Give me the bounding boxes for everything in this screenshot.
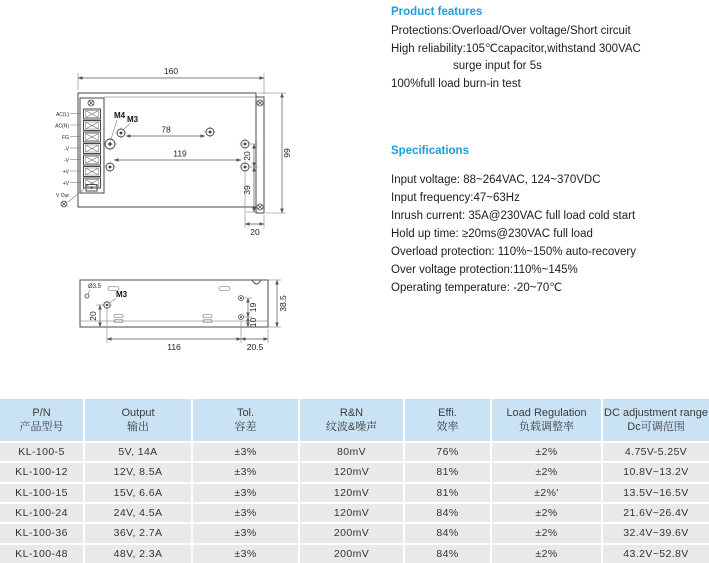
terminal-label-fg: FG: [62, 135, 69, 141]
mounting-hole: [239, 138, 251, 150]
cell-load-regulation: ±2%: [492, 504, 601, 522]
cell-tolerance: ±3%: [193, 443, 298, 461]
col-header-tolerance: [193, 399, 298, 441]
dim-side-right-lower: [248, 317, 258, 327]
cell-pn: KL-100-24: [0, 504, 83, 522]
dim-hole-pitch-lower: [114, 149, 241, 161]
cell-efficiency: 76%: [405, 443, 490, 461]
terminal-label-negv2: -V: [64, 158, 69, 164]
col-header-pn: [0, 399, 83, 441]
col-header-en: Load Regulation: [506, 406, 587, 419]
col-header-en: DC adjustment range: [604, 406, 708, 419]
cell-ripple: 80mV: [300, 443, 403, 461]
spec-line: Input frequency:47~63Hz: [391, 192, 520, 204]
cell-ripple: 120mV: [300, 463, 403, 481]
specifications-section: [391, 145, 708, 297]
cell-output: 36V, 2.7A: [85, 524, 191, 542]
terminal-strip: [80, 98, 104, 193]
col-header-zh: 容差: [234, 421, 257, 433]
terminal-label-acn: AC(N): [55, 123, 69, 130]
feature-line: High reliability:105℃capacitor,withstand 300VAC: [391, 42, 641, 55]
col-header-en: R&N: [339, 406, 364, 419]
col-header-zh: 产品型号: [19, 421, 64, 433]
dia-hole: [85, 294, 89, 298]
cell-tolerance: ±3%: [193, 504, 298, 522]
svg-text:10: 10: [248, 317, 258, 328]
cell-pn: KL-100-36: [0, 524, 83, 542]
specifications-title: Specifications: [391, 145, 469, 157]
cell-tolerance: ±3%: [193, 545, 298, 563]
feature-line: Protections:Overload/Over voltage/Short circuit: [391, 25, 631, 37]
pot-label: V Out: [56, 193, 69, 199]
top-view-drawing: [55, 66, 292, 237]
svg-text:19: 19: [248, 302, 258, 313]
vout-pot-screw: [61, 201, 67, 207]
col-header-zh: Dc可调范围: [627, 421, 685, 433]
svg-text:20: 20: [242, 151, 252, 161]
cell-dc-range: 43.2V~52.8V: [603, 545, 709, 563]
col-header-zh: 负载调整率: [519, 421, 574, 433]
cell-ripple: 200mV: [300, 524, 403, 542]
model-spec-table: [0, 399, 709, 563]
mounting-hole: [239, 161, 251, 173]
col-header-output: [85, 399, 191, 441]
dim-overall-depth: [258, 93, 292, 213]
screw-size-m3-label: M3: [127, 115, 139, 124]
cell-ripple: 120mV: [300, 484, 403, 502]
svg-text:20.5: 20.5: [246, 342, 264, 352]
flange-screw-bottom: [257, 204, 263, 210]
col-header-en: Effi.: [438, 406, 457, 419]
terminal-label-negv1: -V: [64, 146, 69, 153]
cell-output: 24V, 4.5A: [85, 504, 191, 522]
feature-line: 100%full load burn-in test: [391, 77, 521, 90]
cell-output: 12V, 8.5A: [85, 463, 191, 481]
terminal-label-posv1: +V: [62, 169, 69, 176]
cell-efficiency: 81%: [405, 463, 490, 481]
cell-dc-range: 4.75V-5.25V: [603, 443, 709, 461]
svg-text:99: 99: [282, 148, 292, 158]
mounting-hole: [204, 126, 216, 138]
col-header-ripple-noise: [300, 399, 403, 441]
svg-text:116: 116: [167, 342, 181, 352]
svg-text:20: 20: [88, 311, 98, 321]
dim-side-height: [268, 280, 288, 327]
spec-line: Hold up time: ≥20ms@230VAC full load: [391, 228, 593, 240]
col-header-zh: 输出: [127, 421, 149, 433]
cell-load-regulation: ±2%': [492, 484, 601, 502]
cell-ripple: 200mV: [300, 545, 403, 563]
col-header-en: Output: [121, 406, 155, 419]
cell-efficiency: 84%: [405, 524, 490, 542]
cell-pn: KL-100-15: [0, 484, 83, 502]
cell-efficiency: 84%: [405, 545, 490, 563]
side-view-drawing: [80, 280, 288, 352]
small-hole: [239, 296, 244, 301]
cell-load-regulation: ±2%: [492, 545, 601, 563]
feature-line: surge input for 5s: [453, 60, 542, 72]
terminal-label-acl: AC(L): [55, 112, 69, 118]
spec-line: Input voltage: 88~264VAC, 124~370VDC: [391, 174, 601, 186]
flange-screw-top: [257, 100, 263, 106]
cell-dc-range: 32.4V~39.6V: [603, 524, 709, 542]
spec-line: Operating temperature: -20~70℃: [391, 282, 563, 294]
dim-overall-width: [78, 66, 264, 94]
cell-load-regulation: ±2%: [492, 443, 601, 461]
screw-size-m3-label-side: M3: [116, 290, 128, 299]
spec-line: Inrush current: 35A@230VAC full load cold start: [391, 210, 636, 222]
svg-text:78: 78: [161, 124, 171, 135]
col-header-dc-adjustment-range: [603, 399, 709, 441]
product-features-title: Product features: [391, 6, 483, 18]
cell-output: 48V, 2.3A: [85, 545, 191, 563]
cell-tolerance: ±3%: [193, 463, 298, 481]
hole-diameter-label: Ø3.5: [88, 284, 102, 290]
svg-text:20: 20: [250, 227, 260, 237]
col-header-load-regulation: [492, 399, 601, 441]
col-header-efficiency: [405, 399, 490, 441]
cell-tolerance: ±3%: [193, 524, 298, 542]
svg-text:38.5: 38.5: [278, 295, 288, 312]
svg-text:119: 119: [173, 148, 187, 159]
cell-load-regulation: ±2%: [492, 463, 601, 481]
cell-efficiency: 81%: [405, 484, 490, 502]
dimension-drawings: [0, 0, 390, 395]
dim-side-left: [88, 305, 104, 327]
col-header-zh: 纹波&噪声: [325, 421, 378, 433]
dim-side-right-upper: [244, 298, 258, 317]
cell-efficiency: 84%: [405, 504, 490, 522]
svg-text:39: 39: [242, 185, 252, 195]
mounting-hole: [104, 161, 116, 173]
col-header-en: Tol.: [236, 406, 255, 419]
cell-ripple: 120mV: [300, 504, 403, 522]
screw-size-m4-label: M4: [114, 111, 126, 120]
col-header-zh: 效率: [436, 421, 459, 433]
spec-line: Over voltage protection:110%~145%: [391, 264, 578, 276]
cell-pn: KL-100-12: [0, 463, 83, 481]
cell-output: 5V, 14A: [85, 443, 191, 461]
cell-dc-range: 13.5V~16.5V: [603, 484, 709, 502]
small-hole: [239, 315, 244, 320]
dim-side-bottom-main: [107, 309, 268, 352]
spec-line: Overload protection: 110%~150% auto-recovery: [391, 246, 636, 258]
cell-dc-range: 10.8V~13.2V: [603, 463, 709, 481]
terminal-label-posv2: +V: [62, 181, 69, 187]
cell-output: 15V, 6.6A: [85, 484, 191, 502]
cell-pn: KL-100-48: [0, 545, 83, 563]
cell-pn: KL-100-5: [0, 443, 83, 461]
product-features-section: [391, 6, 708, 93]
dim-hole-pitch-upper: [126, 125, 205, 137]
col-header-en: P/N: [32, 406, 51, 419]
cell-load-regulation: ±2%: [492, 524, 601, 542]
mounting-hole-m4: [103, 137, 117, 151]
dim-side-bottom-right: [241, 339, 268, 352]
svg-text:160: 160: [163, 66, 179, 76]
mounting-hole: [115, 127, 127, 139]
cell-dc-range: 21.6V~26.4V: [603, 504, 709, 522]
cell-tolerance: ±3%: [193, 484, 298, 502]
